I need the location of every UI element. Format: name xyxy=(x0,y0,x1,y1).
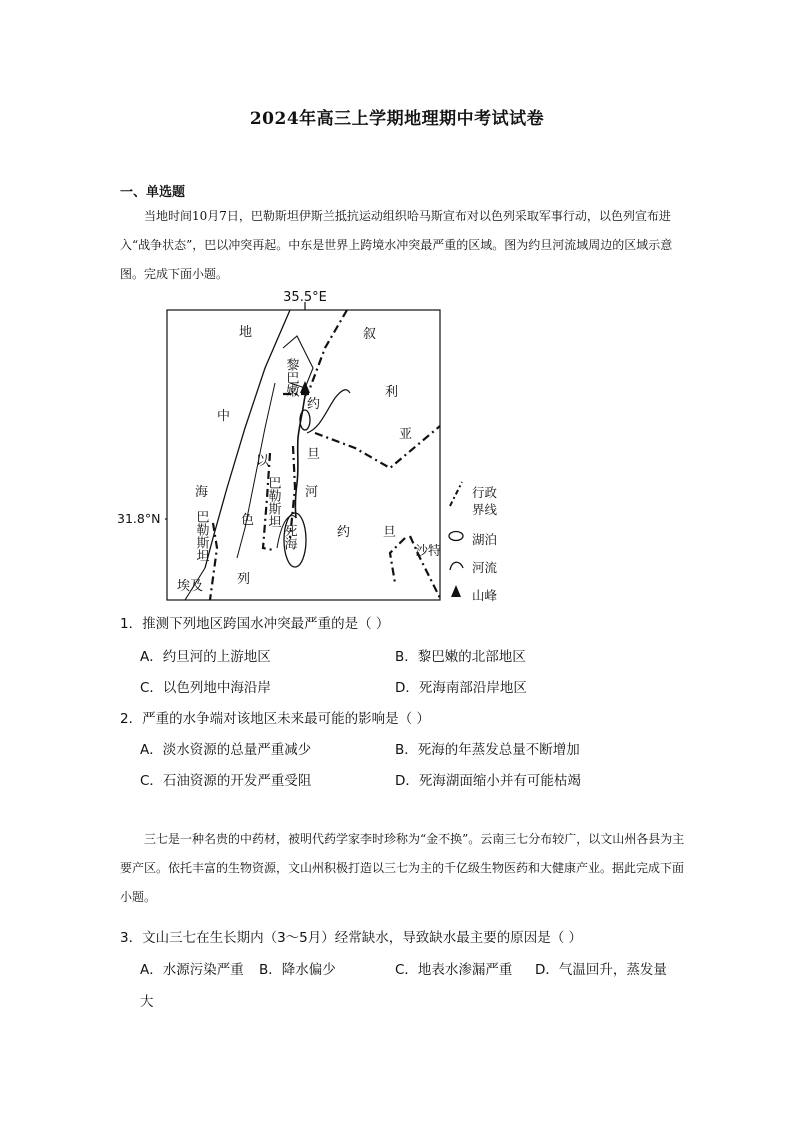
legend-peak-icon xyxy=(451,585,461,597)
legend-boundary-label: 行政界线 xyxy=(472,485,498,517)
jordan-river xyxy=(295,396,305,518)
label-xu: 叙 xyxy=(363,327,377,342)
question-3-option-c[interactable]: C．地表水渗漏严重 xyxy=(395,962,513,978)
legend-river-icon xyxy=(450,562,463,570)
latitude-label: 31.8°N xyxy=(117,511,161,526)
label-gaza: 巴勒斯坦 xyxy=(193,510,209,562)
label-jordan-1: 约 xyxy=(337,525,351,540)
question-2-option-a[interactable]: A．淡水资源的总量严重减少 xyxy=(140,742,312,758)
question-3-option-b[interactable]: B．降水偏少 xyxy=(259,962,336,978)
label-di: 地 xyxy=(239,325,253,340)
page-title: 2024年高三上学期地理期中考试试卷 xyxy=(249,109,545,129)
passage-2: 三七是一种名贵的中药材，被明代药学家李时珍称为“金不换”。云南三七分布较广，以文山州各县为主要产区。依托丰富的生物资源，文山州积极打造以三七为主的千亿级生物医药和大健康产业。据此完成下面小题。 xyxy=(120,832,685,904)
question-3-option-d[interactable]: D．气温回升，蒸发量 xyxy=(535,962,667,978)
question-2-option-d[interactable]: D．死海湖面缩小并有可能枯竭 xyxy=(395,773,581,789)
label-egypt: 埃及 xyxy=(177,579,204,594)
question-3-stem: 3．文山三七在生长期内（3～5月）经常缺水，导致缺水最主要的原因是（ ） xyxy=(120,930,583,946)
label-li: 利 xyxy=(385,385,399,400)
longitude-label: 35.5°E xyxy=(283,290,327,305)
question-2-option-b[interactable]: B．死海的年蒸发总量不断增加 xyxy=(395,742,580,758)
inner-line xyxy=(237,383,275,558)
question-1-option-c[interactable]: C．以色列地中海沿岸 xyxy=(140,680,271,696)
question-2-stem: 2．严重的水争端对该地区未来最可能的影响是（ ） xyxy=(120,711,430,727)
label-israel-1: 以 xyxy=(256,454,270,469)
label-yue-top: 约 xyxy=(307,397,321,412)
jordan-river-map xyxy=(165,288,465,610)
legend-peak-label: 山峰 xyxy=(472,588,498,603)
coastline xyxy=(205,310,290,568)
label-dan-top: 旦 xyxy=(307,447,321,462)
label-israel-3: 列 xyxy=(237,572,251,587)
question-1-stem: 1．推测下列地区跨国水冲突最严重的是（ ） xyxy=(120,616,390,632)
label-dead-sea: 死海 xyxy=(281,524,297,550)
label-palestine-west: 巴勒斯坦 xyxy=(265,476,281,528)
label-he: 河 xyxy=(305,485,319,500)
border-jordan-syria xyxy=(315,426,440,468)
question-1-option-a[interactable]: A．约旦河的上游地区 xyxy=(140,649,271,665)
label-lebanon: 黎巴嫩 xyxy=(283,358,299,397)
legend-lake-icon xyxy=(449,532,463,541)
label-hai: 海 xyxy=(195,485,209,500)
border-lebanon-syria xyxy=(305,310,347,396)
legend-river-label: 河流 xyxy=(472,560,498,575)
question-2-option-c[interactable]: C．石油资源的开发严重受阻 xyxy=(140,773,312,789)
label-jordan-2: 旦 xyxy=(383,525,397,540)
legend-boundary-icon xyxy=(450,482,462,506)
label-zhong: 中 xyxy=(217,409,231,424)
question-3-option-d-continued: 大 xyxy=(140,994,154,1010)
legend-lake-label: 湖泊 xyxy=(472,532,498,547)
question-1-option-d[interactable]: D．死海南部沿岸地区 xyxy=(395,680,527,696)
border-saudi xyxy=(390,538,405,583)
passage-1: 当地时间10月7日，巴勒斯坦伊斯兰抵抗运动组织哈马斯宣布对以色列采取军事行动，以色列宣布进入“战争状态”，巴以冲突再起。中东是世界上跨境水冲突最严重的区域。图为约旦河流域周边的区域示意图。完成下面小题。 xyxy=(120,209,673,281)
label-ya: 亚 xyxy=(399,427,413,442)
section-heading: 一、单选题 xyxy=(120,185,186,200)
label-saudi: 沙特 xyxy=(415,544,442,559)
label-israel-2: 色 xyxy=(241,513,255,528)
question-1-option-b[interactable]: B．黎巴嫩的北部地区 xyxy=(395,649,526,665)
question-3-option-a[interactable]: A．水源污染严重 xyxy=(140,962,244,978)
